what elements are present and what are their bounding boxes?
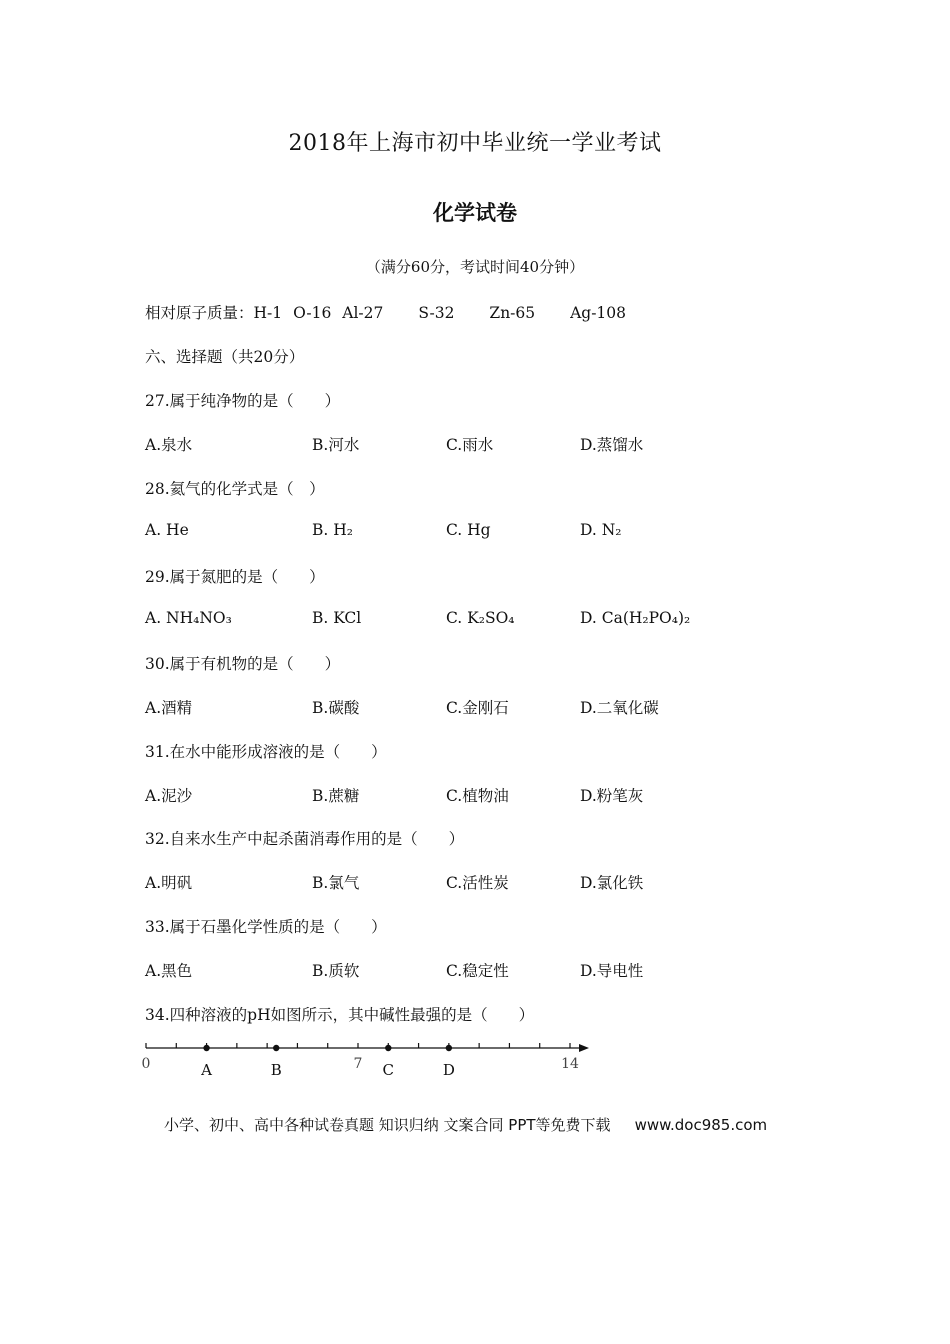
atomic-mass-item: Zn-65: [489, 304, 536, 322]
atomic-masses-label: 相对原子质量：: [145, 304, 254, 322]
question-number: 33.: [145, 918, 170, 936]
option-b: B. H₂: [312, 521, 353, 539]
atomic-mass-item: S-32: [418, 304, 455, 322]
option-d: D.粉笔灰: [580, 787, 644, 805]
question-33: [145, 915, 387, 937]
option-d: D.蒸馏水: [580, 436, 644, 454]
ph-point-c: [385, 1045, 391, 1051]
question-number: 29.: [145, 568, 170, 586]
question-number: 31.: [145, 743, 170, 761]
option-d: D. Ca(H₂PO₄)₂: [580, 609, 691, 627]
option-d: D.二氧化碳: [580, 699, 659, 717]
option-a: A.泉水: [145, 436, 193, 454]
ph-point-label: A: [201, 1061, 212, 1079]
option-b: B.氯气: [312, 874, 360, 892]
option-b: B.蔗糖: [312, 787, 360, 805]
option-a: A. He: [145, 521, 189, 539]
option-b: B.河水: [312, 436, 360, 454]
question-30: [145, 652, 340, 674]
option-b: B. KCl: [312, 609, 362, 627]
ph-scale-diagram: [140, 1036, 600, 1084]
option-c: C.稳定性: [446, 962, 509, 980]
question-text: 在水中能形成溶液的是（ ）: [169, 743, 387, 761]
section-heading: 六、选择题（共20分）: [145, 348, 305, 366]
option-a: A.酒精: [145, 699, 193, 717]
question-number: 28.: [145, 480, 170, 498]
ph-point-b: [273, 1045, 279, 1051]
ph-tick-label: 0: [141, 1056, 151, 1072]
option-a: A.泥沙: [145, 787, 193, 805]
question-29: [145, 565, 325, 587]
question-31: [145, 740, 387, 762]
question-27: [145, 389, 340, 411]
question-number: 30.: [145, 655, 170, 673]
footer-text: 小学、初中、高中各种试卷真题 知识归纳 文案合同 PPT等免费下载: [164, 1116, 611, 1134]
footer-site: www.doc985.com: [634, 1116, 768, 1134]
question-text: 属于氮肥的是（ ）: [169, 568, 325, 586]
question-number: 34.: [145, 1006, 170, 1024]
footer: [164, 1114, 767, 1135]
question-text: 属于纯净物的是（ ）: [169, 392, 341, 410]
option-c: C.金刚石: [446, 699, 509, 717]
ph-point-label: C: [382, 1061, 395, 1079]
ph-point-label: D: [442, 1061, 455, 1079]
question-number: 32.: [145, 830, 170, 848]
question-28: [145, 477, 325, 499]
atomic-mass-item: Ag-108: [570, 304, 627, 322]
ph-point-d: [446, 1045, 452, 1051]
ph-axis-arrow: [579, 1044, 589, 1052]
option-d: D.导电性: [580, 962, 644, 980]
ph-point-label: B: [270, 1061, 282, 1079]
option-c: C. K₂SO₄: [446, 609, 515, 627]
option-b: B.碳酸: [312, 699, 360, 717]
exam-title: 2018年上海市初中毕业统一学业考试: [288, 131, 662, 156]
option-c: C.雨水: [446, 436, 494, 454]
question-number: 27.: [145, 392, 170, 410]
option-a: A. NH₄NO₃: [145, 609, 232, 627]
question-34: [145, 1003, 534, 1025]
option-c: C.活性炭: [446, 874, 509, 892]
ph-point-a: [203, 1045, 209, 1051]
ph-tick-label: 7: [353, 1056, 363, 1072]
option-a: A.黑色: [145, 962, 193, 980]
question-text: 自来水生产中起杀菌消毒作用的是（ ）: [169, 830, 465, 848]
atomic-masses: [145, 301, 632, 323]
question-text: 四种溶液的pH如图所示，其中碱性最强的是（ ）: [169, 1006, 535, 1024]
ph-tick-label: 14: [561, 1056, 579, 1072]
option-d: D.氯化铁: [580, 874, 644, 892]
question-text: 属于石墨化学性质的是（ ）: [169, 918, 387, 936]
score-info: （满分60分，考试时间40分钟）: [365, 258, 585, 276]
question-text: 氦气的化学式是（ ）: [169, 480, 325, 498]
option-c: C.植物油: [446, 787, 509, 805]
question-text: 属于有机物的是（ ）: [169, 655, 341, 673]
option-c: C. Hg: [446, 521, 491, 539]
option-d: D. N₂: [580, 521, 622, 539]
atomic-mass-item: O-16: [293, 304, 332, 322]
atomic-mass-item: Al-27: [342, 304, 384, 322]
option-b: B.质软: [312, 962, 360, 980]
paper-subtitle: 化学试卷: [433, 201, 517, 225]
atomic-mass-item: H-1: [253, 304, 283, 322]
question-32: [145, 827, 464, 849]
option-a: A.明矾: [145, 874, 193, 892]
